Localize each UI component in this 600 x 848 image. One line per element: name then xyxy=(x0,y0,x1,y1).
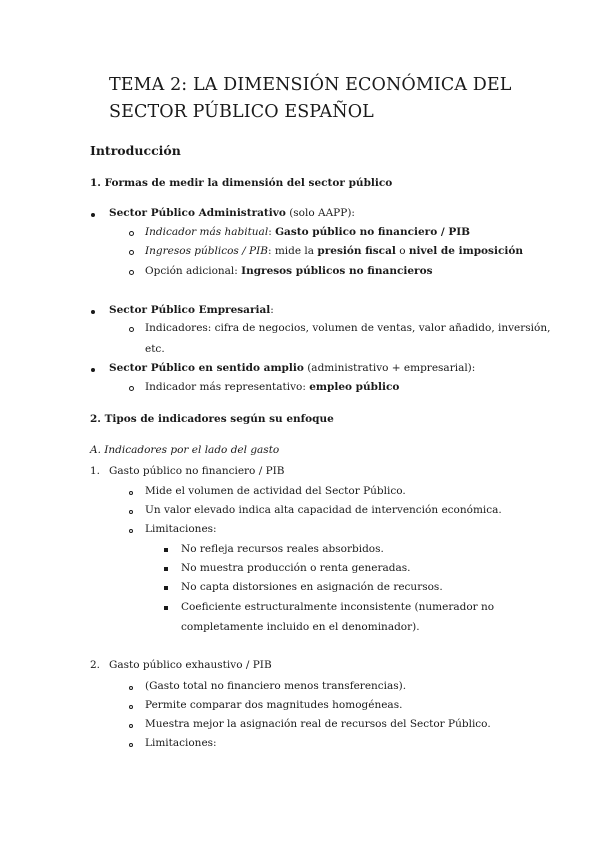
admin-item-3-plain: Opción adicional: xyxy=(145,265,242,277)
limitation-4-line-1: Coeficiente estructuralmente inconsistente (numerador no xyxy=(181,601,495,613)
indicator-1-item-1: Mide el volumen de actividad del Sector Público. xyxy=(145,485,406,497)
circle-bullet-icon xyxy=(129,743,133,747)
empresarial-item-line-1: Indicadores: cifra de negocios, volumen de ventas, valor añadido, inversión, xyxy=(145,322,551,334)
intro-heading: Introducción xyxy=(90,143,181,158)
admin-item-3-bold: Ingresos públicos no financieros xyxy=(241,265,433,277)
amplio-note: (administrativo + empresarial): xyxy=(303,362,476,374)
admin-note: (solo AAPP): xyxy=(285,207,355,219)
section1-heading: 1. Formas de medir la dimensión del sector público xyxy=(90,177,393,189)
empresarial-item-line-2: etc. xyxy=(145,343,165,355)
square-bullet-icon xyxy=(164,548,168,552)
admin-item-2-italic: Ingresos públicos / PIB xyxy=(145,245,268,257)
admin-item-2-bold-2: nivel de imposición xyxy=(408,245,523,257)
square-bullet-icon xyxy=(164,606,168,610)
bullet-icon xyxy=(91,310,95,314)
circle-bullet-icon xyxy=(129,231,134,236)
circle-bullet-icon xyxy=(129,510,133,514)
indicator-1-number: 1. xyxy=(90,465,101,477)
admin-item-1-plain: : xyxy=(268,226,276,238)
empresarial-bullet xyxy=(109,304,274,316)
indicator-2-item-1: (Gasto total no financiero menos transferencias). xyxy=(145,680,407,692)
square-bullet-icon xyxy=(164,567,168,571)
bullet-icon xyxy=(91,368,95,372)
amplio-item-bold: empleo público xyxy=(309,381,400,393)
admin-item-3 xyxy=(145,265,433,277)
admin-item-1-italic: Indicador más habitual xyxy=(145,226,269,238)
circle-bullet-icon xyxy=(129,686,133,690)
indicator-2-item-2: Permite comparar dos magnitudes homogéneas. xyxy=(145,699,403,711)
limitation-2: No muestra producción o renta generadas. xyxy=(181,562,411,574)
limitation-3: No capta distorsiones en asignación de recursos. xyxy=(181,581,443,593)
circle-bullet-icon xyxy=(129,270,134,275)
circle-bullet-icon xyxy=(129,724,133,728)
indicator-2-item-4: Limitaciones: xyxy=(145,737,217,749)
admin-item-2-bold-1: presión fiscal xyxy=(317,245,396,257)
admin-bullet xyxy=(109,207,355,219)
circle-bullet-icon xyxy=(129,327,134,332)
document-title xyxy=(109,72,511,126)
circle-bullet-icon xyxy=(129,386,134,391)
indicator-1-label: Gasto público no financiero / PIB xyxy=(109,465,285,477)
admin-item-1-bold: Gasto público no financiero / PIB xyxy=(275,226,471,238)
circle-bullet-icon xyxy=(129,491,133,495)
section2-heading: 2. Tipos de indicadores según su enfoque xyxy=(90,413,334,425)
admin-label: Sector Público Administrativo xyxy=(109,207,286,219)
square-bullet-icon xyxy=(164,586,168,590)
empresarial-label: Sector Público Empresarial xyxy=(109,304,271,316)
section2-subheading: A. Indicadores por el lado del gasto xyxy=(90,444,280,456)
admin-item-2-plain: : mide la xyxy=(267,245,318,257)
amplio-item-plain: Indicador más representativo: xyxy=(145,381,310,393)
amplio-item xyxy=(145,381,399,393)
admin-item-1 xyxy=(145,226,470,238)
title-line-1: TEMA 2: LA DIMENSIÓN ECONÓMICA DEL xyxy=(109,75,512,95)
indicator-2-item-3: Muestra mejor la asignación real de recursos del Sector Público. xyxy=(145,718,491,730)
title-line-2: SECTOR PÚBLICO ESPAÑOL xyxy=(109,102,374,122)
amplio-label: Sector Público en sentido amplio xyxy=(109,362,304,374)
bullet-icon xyxy=(91,213,95,217)
indicator-1-item-2: Un valor elevado indica alta capacidad de intervención económica. xyxy=(145,504,502,516)
circle-bullet-icon xyxy=(129,250,134,255)
admin-item-2 xyxy=(145,245,523,257)
limitation-1: No refleja recursos reales absorbidos. xyxy=(181,543,384,555)
empresarial-note: : xyxy=(270,304,274,316)
admin-item-2-plain-2: o xyxy=(395,245,409,257)
circle-bullet-icon xyxy=(129,529,133,533)
indicator-2-label: Gasto público exhaustivo / PIB xyxy=(109,659,272,671)
indicator-1-item-3: Limitaciones: xyxy=(145,523,217,535)
limitation-4-line-2: completamente incluido en el denominador). xyxy=(181,621,420,633)
circle-bullet-icon xyxy=(129,705,133,709)
amplio-bullet xyxy=(109,362,475,374)
indicator-2-number: 2. xyxy=(90,659,101,671)
